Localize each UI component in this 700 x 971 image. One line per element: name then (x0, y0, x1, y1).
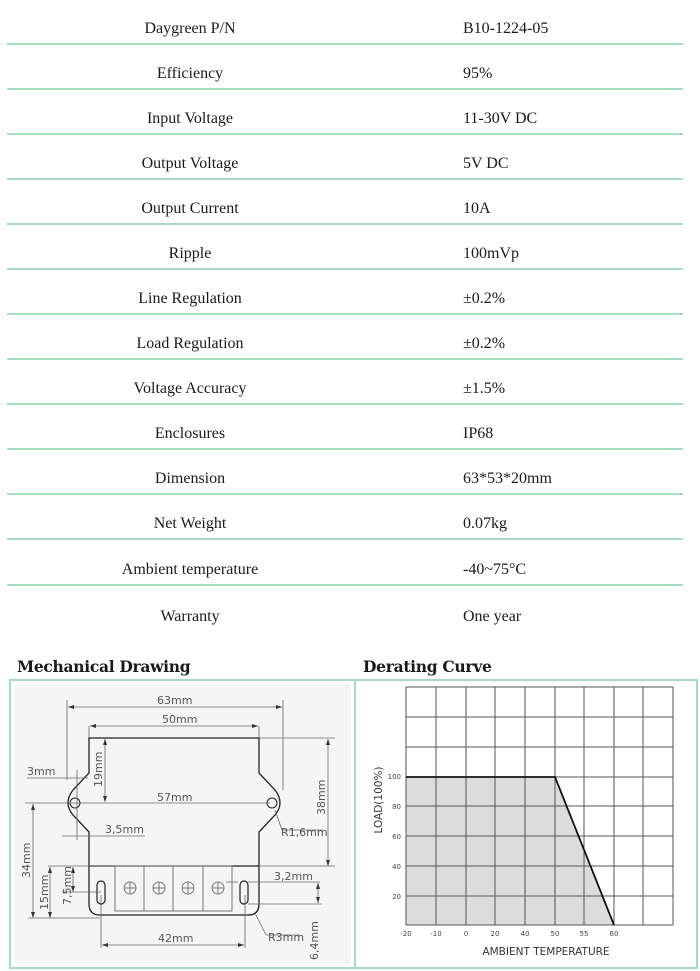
spec-label: Line Regulation (138, 290, 242, 307)
spec-value: B10-1224-05 (463, 20, 549, 37)
spec-label: Enclosures (154, 425, 226, 442)
y-tick: 80 (392, 803, 401, 811)
dim-3mm: 3mm (27, 765, 56, 778)
x-tick: 55 (579, 930, 589, 938)
x-tick: 50 (550, 930, 560, 938)
spec-value: 95% (463, 65, 493, 82)
x-tick: 20 (490, 930, 500, 938)
x-tick: 40 (520, 930, 530, 938)
dim-42mm: 42mm (158, 932, 194, 945)
spec-label: Input Voltage (146, 110, 234, 127)
spec-label: Efficiency (156, 65, 224, 82)
spec-label: Load Regulation (136, 335, 244, 352)
spec-value: 11-30V DC (463, 110, 538, 127)
x-tick: 60 (609, 930, 619, 938)
spec-label: Output Current (141, 200, 239, 217)
x-tick: -10 (430, 930, 442, 938)
spec-value: 0.07kg (463, 515, 507, 532)
y-tick: 20 (392, 893, 401, 901)
dim-r3mm: R3mm (268, 931, 305, 944)
spec-value: 10A (463, 200, 491, 217)
dim-7-5mm: 7,5mm (61, 866, 74, 905)
spec-value: ±1.5% (463, 380, 506, 397)
spec-label: Daygreen P/N (144, 20, 236, 37)
x-tick: 0 (463, 930, 469, 938)
dim-3-5mm: 3,5mm (105, 823, 144, 836)
spec-label: Ripple (168, 245, 212, 262)
dim-19mm: 19mm (92, 751, 105, 787)
spec-value: 100mVp (463, 245, 519, 262)
mechanical-drawing-title: Mechanical Drawing (17, 657, 191, 676)
dim-34mm: 34mm (20, 842, 33, 878)
spec-value: ±0.2% (463, 335, 506, 352)
spec-value: ±0.2% (463, 290, 506, 307)
spec-value: -40~75°C (463, 561, 527, 578)
x-tick: -20 (400, 930, 412, 938)
spec-label: Ambient temperature (121, 561, 259, 578)
x-axis-label: AMBIENT TEMPERATURE (482, 946, 610, 958)
y-tick: 40 (392, 863, 401, 871)
derating-area (406, 777, 614, 925)
dim-15mm: 15mm (38, 874, 51, 910)
spec-label: Dimension (154, 470, 226, 487)
dim-50mm: 50mm (162, 713, 198, 726)
dim-57mm: 57mm (157, 791, 193, 804)
spec-value: One year (463, 608, 522, 625)
y-tick: 100 (387, 773, 401, 781)
spec-label: Warranty (160, 608, 220, 625)
spec-value: 63*53*20mm (463, 470, 552, 487)
y-tick: 60 (392, 833, 401, 841)
spec-value: IP68 (463, 425, 494, 442)
dim-3-2mm: 3,2mm (274, 870, 313, 883)
derating-curve-title: Derating Curve (363, 657, 492, 676)
y-axis-label: LOAD(100%) (373, 766, 385, 834)
spec-value: 5V DC (463, 155, 509, 172)
spec-label: Voltage Accuracy (133, 380, 247, 397)
dim-6-4mm: 6,4mm (308, 921, 321, 960)
spec-label: Net Weight (153, 515, 227, 532)
dim-63mm: 63mm (157, 694, 193, 707)
dim-38mm: 38mm (315, 779, 328, 815)
spec-label: Output Voltage (141, 155, 239, 172)
dim-r1-6mm: R1,6mm (281, 826, 328, 839)
